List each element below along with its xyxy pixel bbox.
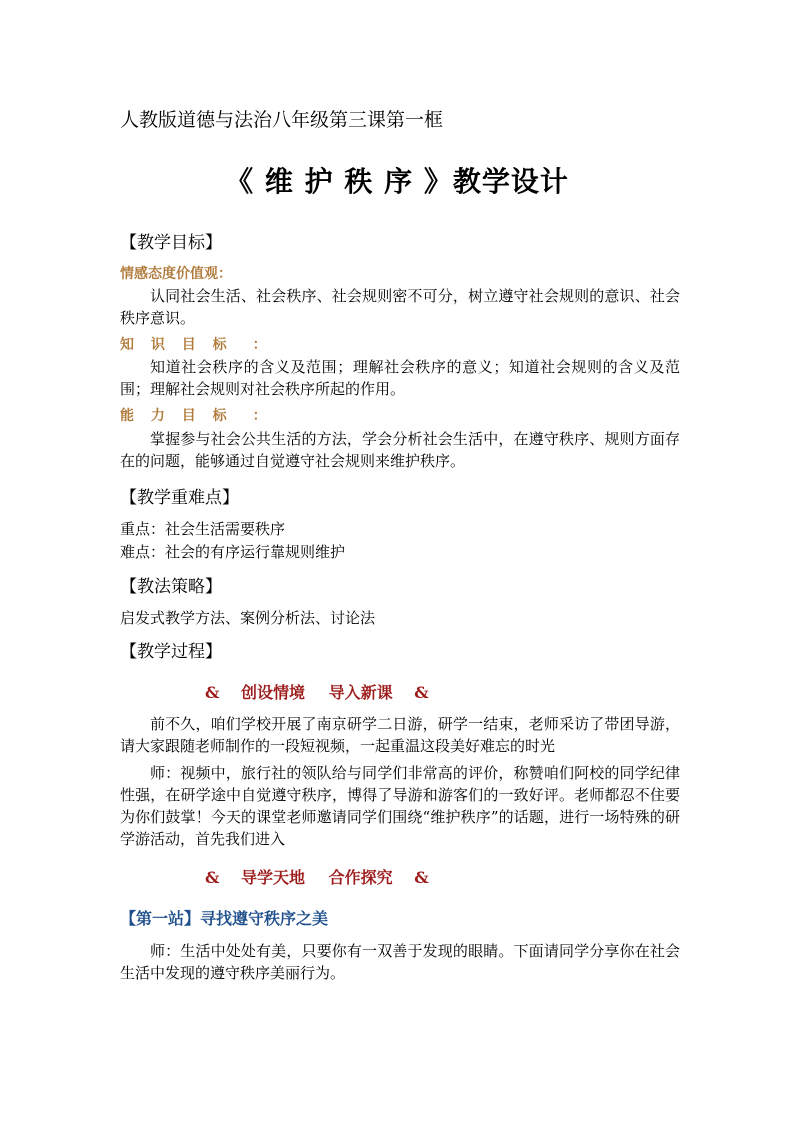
banner-ampersand: & — [205, 683, 220, 702]
key-point-text: 重点：社会生活需要秩序 — [120, 520, 286, 538]
knowledge-goal-label: 知 识 目 标 ： — [120, 337, 273, 353]
intro-paragraph: 前不久，咱们学校开展了南京研学二日游，研学一结束，老师采访了带团导游，请大家跟随老师制作的一段短视频，一起重温这段美好难忘的时光 — [120, 715, 680, 755]
ability-goal-label: 能 力 目 标 ： — [120, 408, 273, 424]
key-points-heading: 【教学重难点】 — [120, 488, 239, 508]
strategy-text: 启发式教学方法、案例分析法、讨论法 — [120, 609, 376, 627]
section-banner-intro — [205, 680, 429, 703]
process-heading: 【教学过程】 — [120, 642, 222, 662]
station-one-heading: 【第一站】寻找遵守秩序之美 — [120, 909, 329, 928]
banner-ampersand: & — [205, 868, 220, 887]
station-one-paragraph: 师：生活中处处有美，只要你有一双善于发现的眼睛。下面请同学分享你在社会生活中发现的遵守秩序美丽行为。 — [120, 942, 680, 982]
document-title: 《 维 护 秩 序 》教学设计 — [225, 165, 569, 198]
banner-text: 创设情境 — [241, 683, 306, 702]
emotion-goal-label: 情感态度价值观： — [120, 266, 232, 282]
ability-goal-text: 掌握参与社会公共生活的方法，学会分析社会生活中，在遵守秩序、规则方面存在的问题，能够通过自觉遵守社会规则来维护秩序。 — [120, 430, 680, 470]
banner-ampersand: & — [414, 683, 429, 702]
strategy-heading: 【教法策略】 — [120, 577, 222, 597]
document-subtitle: 人教版道德与法治八年级第三课第一框 — [120, 109, 444, 131]
banner-text: 合作探究 — [328, 868, 393, 887]
difficult-point-text: 难点：社会的有序运行靠规则维护 — [120, 543, 346, 561]
banner-ampersand: & — [414, 868, 429, 887]
section-banner-explore — [205, 865, 429, 888]
teacher-paragraph: 师：视频中，旅行社的领队给与同学们非常高的评价，称赞咱们阿校的同学纪律性强，在研学途中自觉遵守秩序，博得了导游和游客们的一致好评。老师都忍不住要为你们鼓掌！今天的课堂老师邀请同学们围绕“维护秩序”的话题，进行一场特殊的研学游活动，首先我们进入 — [120, 764, 680, 848]
emotion-goal-text: 认同社会生活、社会秩序、社会规则密不可分，树立遵守社会规则的意识、社会秩序意识。 — [120, 287, 680, 327]
teaching-goals-heading: 【教学目标】 — [120, 233, 222, 253]
knowledge-goal-text: 知道社会秩序的含义及范围；理解社会秩序的意义；知道社会规则的含义及范围；理解社会规则对社会秩序所起的作用。 — [120, 358, 680, 398]
banner-text: 导入新课 — [328, 683, 393, 702]
banner-text: 导学天地 — [241, 868, 306, 887]
